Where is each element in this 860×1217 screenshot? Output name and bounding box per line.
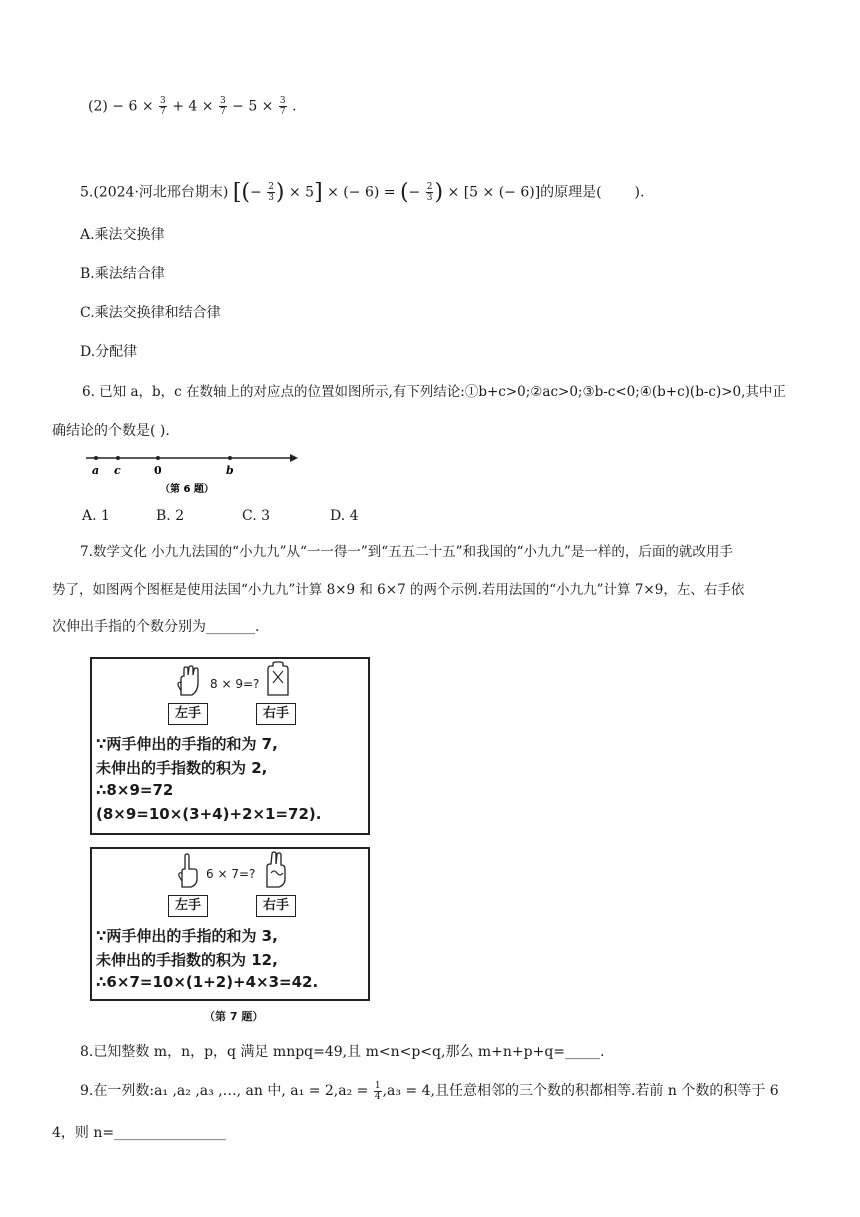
figure-1-line-4: (8×9=10×(3+4)+2×1=72).: [96, 805, 322, 823]
q6-option-d: D. 4: [330, 508, 359, 524]
question-6-line-1: 6. 已知 a，b，c 在数轴上的对应点的位置如图所示,有下列结论:①b+c>0;②ac>0;③b-c<0;④(b+c)(b-c)>0,其中正: [82, 384, 786, 400]
question-9-line-2: 4，则 n=________________: [52, 1125, 227, 1141]
question-7-line-2: 势了，如图两个图框是使用法国“小九九”计算 8×9 和 6×7 的两个示例.若用法国的“小九九”计算 7×9，左、右手依: [52, 582, 745, 598]
question-8: 8.已知整数 m，n，p，q 满足 mnpq=49,且 m<n<p<q,那么 m+n+p+q=_____.: [80, 1044, 605, 1060]
bracket: [(: [232, 180, 250, 205]
figure-6x7: [90, 847, 370, 1001]
figure-1-line-3: ∴8×9=72: [96, 781, 174, 799]
option-c: C.乘法交换律和结合律: [80, 305, 221, 321]
figure-7-caption: （第 7 题）: [204, 1010, 264, 1023]
equation-8x9: 8 × 9=?: [210, 677, 260, 691]
option-b: B.乘法结合律: [80, 266, 165, 282]
fraction-1-4: $\frac{1}{4}$: [374, 1080, 381, 1102]
left-hand-label: 左手: [168, 895, 208, 917]
label-zero: 0: [154, 464, 162, 477]
number-line: [84, 450, 304, 500]
fraction-2-3: $\frac{2}{3}$: [426, 182, 433, 203]
question-5: 5.(2024·河北邢台期末) [(− $\frac{2}{3}$ ) × 5] × (− 6) = (− $\frac{2}{3}$ ) × [5 × (− 6)]的原理是( ).: [80, 180, 645, 205]
question-9-rest: ,a₃ = 4,且任意相邻的三个数的积都相等.若前 n 个数的积等于 6: [382, 1083, 779, 1099]
question-7-line-1: 7.数学文化 小九九法国的“小九九”从“一一得一”到“五五二十五”和我国的“小九九”是一样的，后面的就改用手: [80, 544, 733, 560]
label-c: c: [114, 464, 121, 477]
fraction-3-7: $\frac{3}{7}$: [219, 96, 226, 117]
question-5-source: 5.(2024·河北邢台期末): [80, 184, 229, 201]
label-b: b: [226, 464, 234, 477]
question-9-intro: 9.在一列数:a₁ ,a₂ ,a₃ ,…, an 中,: [80, 1083, 286, 1099]
figure-1-line-2: 未伸出的手指数的积为 2,: [96, 759, 268, 777]
q6-option-a: A. 1: [82, 508, 110, 524]
minus-sign: −: [408, 184, 421, 201]
minus-sign: −: [250, 184, 262, 201]
times-sign: ×: [288, 184, 301, 201]
left-hand-icon: [176, 853, 200, 891]
term-3: − 5 ×: [232, 98, 274, 115]
paren-close: ).: [634, 184, 645, 201]
term-2: + 4 ×: [172, 98, 214, 115]
five: 5: [305, 184, 315, 201]
option-d: D.分配律: [80, 344, 138, 360]
option-a: A.乘法交换律: [80, 227, 165, 243]
label-a: a: [92, 464, 100, 477]
period: .: [292, 98, 297, 115]
right-hand-label: 右手: [256, 703, 296, 725]
right-hand-label: 右手: [256, 895, 296, 917]
question-9-a1-a2: a₁ = 2,a₂ =: [290, 1083, 369, 1099]
question-9-line-1: [80, 1080, 779, 1102]
figure-2-line-1: ∵两手伸出的手指的和为 3,: [96, 927, 278, 945]
expression-label: (2): [88, 98, 108, 115]
expression-part: × [5 × (− 6)]的原理是(: [447, 184, 602, 201]
expression-part: × (− 6) =: [327, 184, 396, 201]
equation-6x7: 6 × 7=?: [206, 867, 256, 881]
right-hand-icon: [262, 851, 290, 891]
term-1: − 6 ×: [112, 98, 154, 115]
figure-6-caption: （第 6 题）: [160, 484, 214, 495]
fraction-3-7: $\frac{3}{7}$: [160, 96, 166, 117]
question-7-line-3: 次伸出手指的个数分别为_______.: [52, 619, 260, 635]
figure-2-line-2: 未伸出的手指数的积为 12,: [96, 951, 278, 969]
fraction-3-7: $\frac{3}{7}$: [279, 96, 286, 117]
left-hand-icon: [176, 665, 204, 699]
figure-1-line-1: ∵两手伸出的手指的和为 7,: [96, 735, 278, 753]
figure-2-line-3: ∴6×7=10×(1+2)+4×3=42.: [96, 973, 319, 991]
fraction-2-3: $\frac{2}{3}$: [268, 182, 274, 203]
figure-8x9: [90, 657, 370, 835]
expression-2: [88, 96, 297, 117]
right-hand-icon: [264, 661, 292, 699]
question-6-line-2: 确结论的个数是( ).: [52, 423, 170, 439]
q6-option-c: C. 3: [242, 508, 271, 524]
q6-option-b: B. 2: [156, 508, 185, 524]
left-hand-label: 左手: [168, 703, 208, 725]
